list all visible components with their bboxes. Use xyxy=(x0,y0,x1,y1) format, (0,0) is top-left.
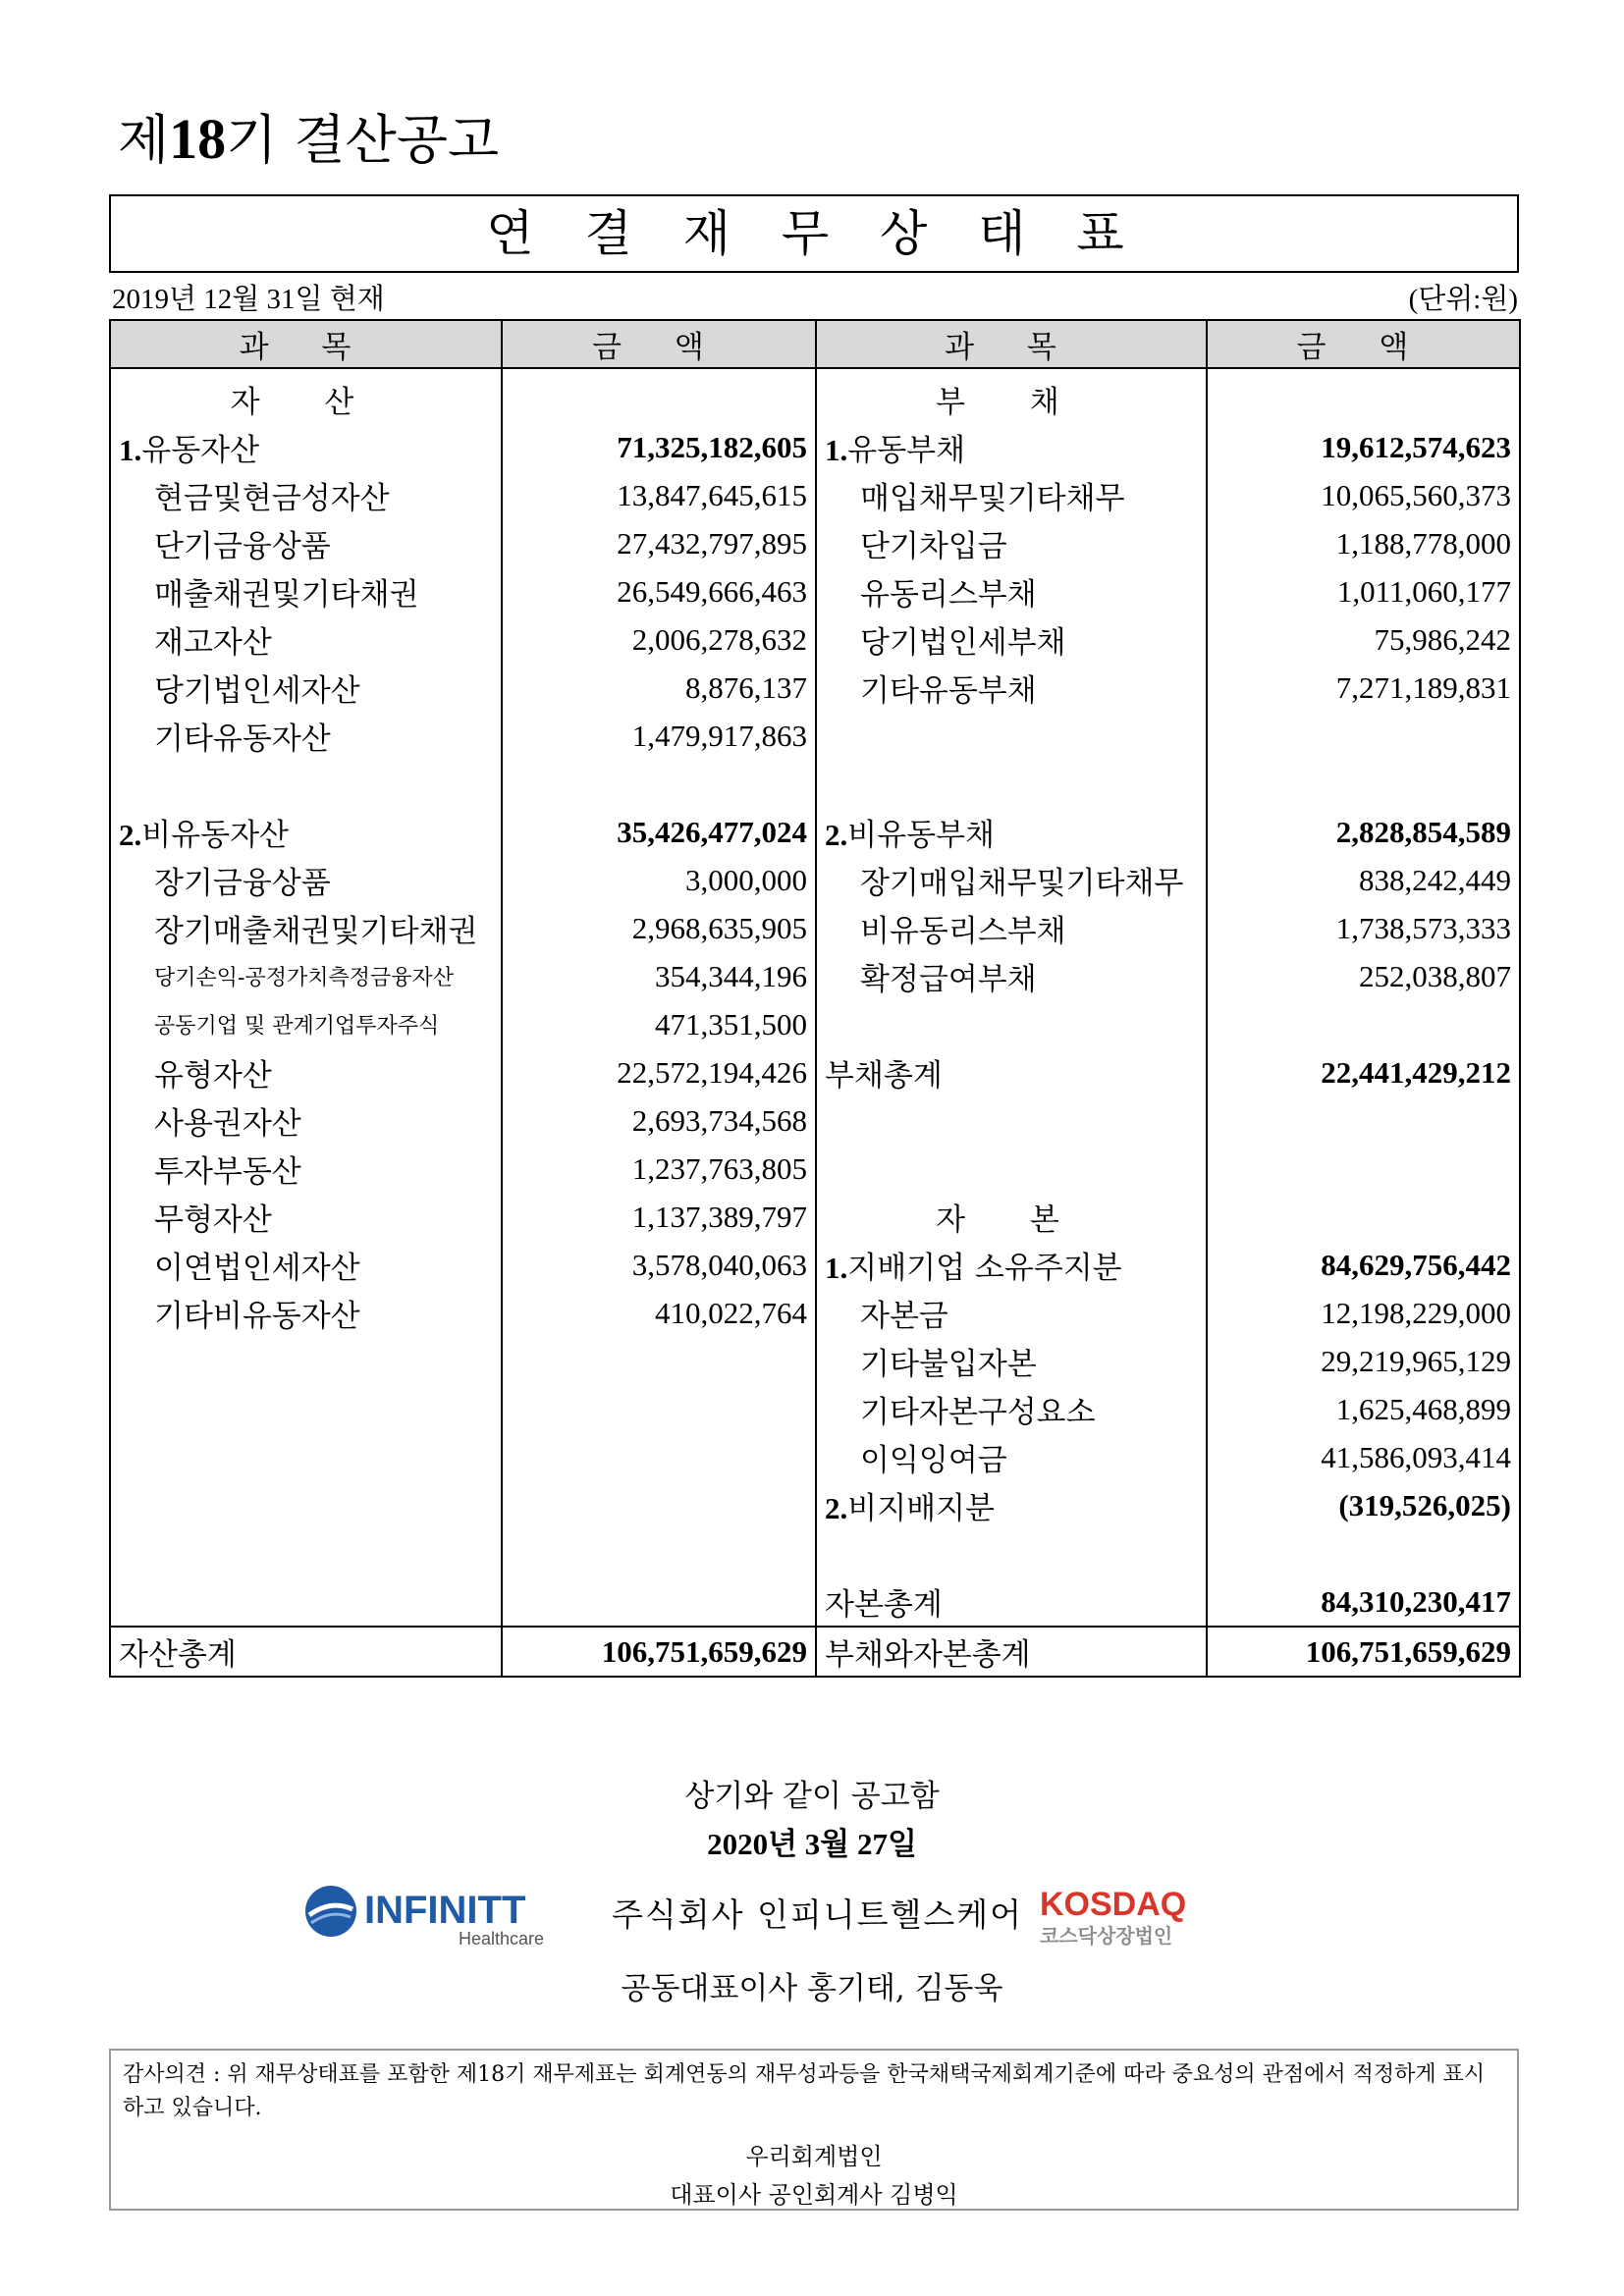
asset-label: 유형자산 xyxy=(110,1048,502,1096)
asset-amount xyxy=(502,1385,816,1433)
asset-label xyxy=(110,1433,502,1481)
liability-equity-amount: 1,625,468,899 xyxy=(1207,1385,1520,1433)
asset-amount: 2,006,278,632 xyxy=(502,615,816,664)
liability-equity-label: 기타유동부채 xyxy=(816,664,1207,712)
total-liabilities-equity-amount: 106,751,659,629 xyxy=(1207,1627,1520,1677)
table-row xyxy=(110,760,1520,808)
liability-equity-label: 비유동리스부채 xyxy=(816,904,1207,952)
asset-label: 공동기업 및 관계기업투자주식 xyxy=(110,1000,502,1048)
asset-amount: 3,578,040,063 xyxy=(502,1241,816,1289)
liability-equity-label: 확정급여부채 xyxy=(816,952,1207,1000)
table-row xyxy=(110,615,1520,664)
asset-label: 이연법인세자산 xyxy=(110,1241,502,1289)
liability-equity-amount xyxy=(1207,1529,1520,1577)
asset-amount: 410,022,764 xyxy=(502,1289,816,1337)
infinitt-logo-sub: Healthcare xyxy=(459,1929,545,1949)
kosdaq-logo-sub: 코스닥상장법인 xyxy=(1040,1924,1173,1948)
asset-amount: 2,968,635,905 xyxy=(502,904,816,952)
liability-equity-amount: 12,198,229,000 xyxy=(1207,1289,1520,1337)
notice-date: 2020년 3월 27일 xyxy=(707,1827,917,1861)
table-row xyxy=(110,1193,1520,1241)
liability-equity-label: 자본총계 xyxy=(816,1577,1207,1627)
liability-equity-label xyxy=(816,1096,1207,1145)
asset-label: 2.비유동자산 xyxy=(110,808,502,856)
table-row xyxy=(110,1385,1520,1433)
asset-amount: 71,325,182,605 xyxy=(502,423,816,471)
asset-label: 현금및현금성자산 xyxy=(110,471,502,519)
table-row xyxy=(110,952,1520,1000)
liability-equity-label xyxy=(816,712,1207,760)
liability-equity-amount: 41,586,093,414 xyxy=(1207,1433,1520,1481)
liability-equity-amount: 252,038,807 xyxy=(1207,952,1520,1000)
liability-equity-label: 유동리스부채 xyxy=(816,567,1207,615)
asset-amount xyxy=(502,1433,816,1481)
total-row xyxy=(110,1627,1520,1677)
header-amount: 금 액 xyxy=(1207,320,1520,368)
liability-equity-label: 부채총계 xyxy=(816,1048,1207,1096)
liability-equity-amount xyxy=(1207,1000,1520,1048)
liability-equity-amount xyxy=(1207,712,1520,760)
table-row xyxy=(110,1048,1520,1096)
table-row xyxy=(110,1145,1520,1193)
asset-amount: 35,426,477,024 xyxy=(502,808,816,856)
table-row xyxy=(110,712,1520,760)
statement-date: 2019년 12월 31일 현재 xyxy=(112,284,385,315)
liability-equity-amount: 1,738,573,333 xyxy=(1207,904,1520,952)
liability-equity-label: 부 채 xyxy=(816,368,1207,423)
asset-label: 장기금융상품 xyxy=(110,856,502,904)
asset-label: 단기금융상품 xyxy=(110,519,502,567)
table-row xyxy=(110,1529,1520,1577)
liability-equity-label xyxy=(816,1145,1207,1193)
statement-title: 연 결 재 무 상 태 표 xyxy=(109,194,1519,273)
liability-equity-amount xyxy=(1207,1096,1520,1145)
asset-amount: 2,693,734,568 xyxy=(502,1096,816,1145)
liability-equity-label: 기타자본구성요소 xyxy=(816,1385,1207,1433)
asset-label xyxy=(110,1481,502,1529)
table-row xyxy=(110,904,1520,952)
asset-amount xyxy=(502,1337,816,1385)
company-logos xyxy=(299,1880,1242,1949)
asset-amount xyxy=(502,1577,816,1627)
asset-label: 기타유동자산 xyxy=(110,712,502,760)
asset-label: 사용권자산 xyxy=(110,1096,502,1145)
liability-equity-amount: 7,271,189,831 xyxy=(1207,664,1520,712)
representatives: 공동대표이사 홍기태, 김동욱 xyxy=(621,1971,1003,2006)
asset-amount: 354,344,196 xyxy=(502,952,816,1000)
liability-equity-label: 자 본 xyxy=(816,1193,1207,1241)
unit-label: (단위:원) xyxy=(1408,284,1518,315)
liability-equity-amount: 75,986,242 xyxy=(1207,615,1520,664)
table-row xyxy=(110,1337,1520,1385)
liability-equity-amount: (319,526,025) xyxy=(1207,1481,1520,1529)
liability-equity-label xyxy=(816,1529,1207,1577)
asset-amount xyxy=(502,760,816,808)
asset-label: 재고자산 xyxy=(110,615,502,664)
liability-equity-label: 매입채무및기타채무 xyxy=(816,471,1207,519)
table-row xyxy=(110,519,1520,567)
liability-equity-amount: 1,011,060,177 xyxy=(1207,567,1520,615)
table-row xyxy=(110,471,1520,519)
asset-amount: 22,572,194,426 xyxy=(502,1048,816,1096)
liability-equity-label: 자본금 xyxy=(816,1289,1207,1337)
header-amount: 금 액 xyxy=(502,320,816,368)
asset-amount xyxy=(502,1481,816,1529)
liability-equity-label: 1.유동부채 xyxy=(816,423,1207,471)
table-header-row xyxy=(110,320,1520,368)
asset-amount: 1,479,917,863 xyxy=(502,712,816,760)
table-row xyxy=(110,1000,1520,1048)
liability-equity-label xyxy=(816,1000,1207,1048)
liability-equity-label: 당기법인세부채 xyxy=(816,615,1207,664)
liability-equity-label xyxy=(816,760,1207,808)
total-liabilities-equity-label: 부채와자본총계 xyxy=(816,1627,1207,1677)
asset-label: 매출채권및기타채권 xyxy=(110,567,502,615)
asset-amount: 1,237,763,805 xyxy=(502,1145,816,1193)
table-row xyxy=(110,1241,1520,1289)
asset-label: 1.유동자산 xyxy=(110,423,502,471)
notice-text: 상기와 같이 공고함 xyxy=(684,1779,940,1814)
asset-amount: 3,000,000 xyxy=(502,856,816,904)
liability-equity-amount: 1,188,778,000 xyxy=(1207,519,1520,567)
asset-amount xyxy=(502,1529,816,1577)
kosdaq-logo xyxy=(1038,1882,1215,1950)
liability-equity-amount: 84,310,230,417 xyxy=(1207,1577,1520,1627)
asset-amount: 27,432,797,895 xyxy=(502,519,816,567)
asset-label: 장기매출채권및기타채권 xyxy=(110,904,502,952)
audit-opinion-text: 감사의견 : 위 재무상태표를 포함한 제18기 재무제표는 회계연동의 재무성과등을 한국채택국제회계기준에 따라 중요성의 관점에서 적정하게 표시하고 있습니다. xyxy=(123,2062,1486,2120)
liability-equity-amount: 22,441,429,212 xyxy=(1207,1048,1520,1096)
asset-label xyxy=(110,1337,502,1385)
table-row xyxy=(110,567,1520,615)
liability-equity-amount xyxy=(1207,1193,1520,1241)
asset-label: 투자부동산 xyxy=(110,1145,502,1193)
table-row xyxy=(110,1289,1520,1337)
liability-equity-label: 2.비지배지분 xyxy=(816,1481,1207,1529)
asset-amount: 1,137,389,797 xyxy=(502,1193,816,1241)
total-assets-label: 자산총계 xyxy=(110,1627,502,1677)
asset-label: 무형자산 xyxy=(110,1193,502,1241)
liability-equity-amount xyxy=(1207,368,1520,423)
infinitt-logo-text: INFINITT xyxy=(364,1889,526,1932)
table-row xyxy=(110,664,1520,712)
balance-sheet-table xyxy=(109,319,1521,1678)
asset-label xyxy=(110,760,502,808)
asset-amount: 13,847,645,615 xyxy=(502,471,816,519)
asset-amount: 471,351,500 xyxy=(502,1000,816,1048)
asset-label: 기타비유동자산 xyxy=(110,1289,502,1337)
kosdaq-logo-text: KOSDAQ xyxy=(1040,1886,1187,1923)
liability-equity-amount: 2,828,854,589 xyxy=(1207,808,1520,856)
header-account: 과 목 xyxy=(816,320,1207,368)
liability-equity-label: 기타불입자본 xyxy=(816,1337,1207,1385)
asset-label: 당기법인세자산 xyxy=(110,664,502,712)
table-row xyxy=(110,1433,1520,1481)
liability-equity-label: 1.지배기업 소유주지분 xyxy=(816,1241,1207,1289)
liability-equity-amount: 29,219,965,129 xyxy=(1207,1337,1520,1385)
liability-equity-amount: 838,242,449 xyxy=(1207,856,1520,904)
infinitt-logo xyxy=(299,1880,594,1949)
asset-label xyxy=(110,1577,502,1627)
asset-amount: 8,876,137 xyxy=(502,664,816,712)
table-body xyxy=(110,368,1520,1627)
asset-amount xyxy=(502,368,816,423)
table-row xyxy=(110,1577,1520,1627)
liability-equity-amount xyxy=(1207,760,1520,808)
liability-equity-amount: 84,629,756,442 xyxy=(1207,1241,1520,1289)
audit-opinion-box xyxy=(109,2049,1519,2211)
liability-equity-label: 단기차입금 xyxy=(816,519,1207,567)
liability-equity-label: 장기매입채무및기타채무 xyxy=(816,856,1207,904)
table-row xyxy=(110,1096,1520,1145)
table-row xyxy=(110,423,1520,471)
header-account: 과 목 xyxy=(110,320,502,368)
table-row xyxy=(110,856,1520,904)
liability-equity-amount: 10,065,560,373 xyxy=(1207,471,1520,519)
table-row xyxy=(110,808,1520,856)
asset-label: 당기손익-공정가치측정금융자산 xyxy=(110,952,502,1000)
audit-firm: 우리회계법인 xyxy=(745,2143,883,2170)
asset-label xyxy=(110,1529,502,1577)
liability-equity-label: 2.비유동부채 xyxy=(816,808,1207,856)
table-row xyxy=(110,368,1520,423)
liability-equity-amount: 19,612,574,623 xyxy=(1207,423,1520,471)
audit-representative: 대표이사 공인회계사 김병익 xyxy=(670,2181,958,2209)
page-title: 제18기 결산공고 xyxy=(118,107,500,171)
liability-equity-label: 이익잉여금 xyxy=(816,1433,1207,1481)
liability-equity-amount xyxy=(1207,1145,1520,1193)
asset-amount: 26,549,666,463 xyxy=(502,567,816,615)
asset-label xyxy=(110,1385,502,1433)
table-row xyxy=(110,1481,1520,1529)
total-assets-amount: 106,751,659,629 xyxy=(502,1627,816,1677)
company-name: 주식회사 인피니트헬스케어 xyxy=(612,1896,1024,1934)
asset-label: 자 산 xyxy=(110,368,502,423)
